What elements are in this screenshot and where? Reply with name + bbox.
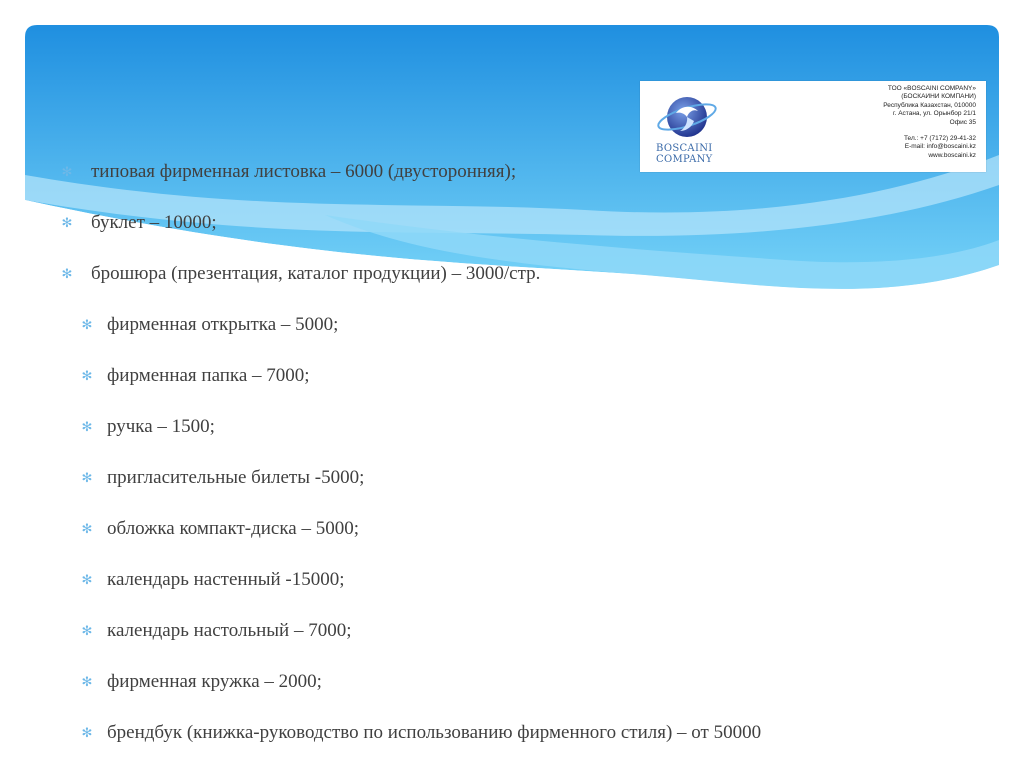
contact-website: www.boscaini.kz bbox=[928, 151, 976, 159]
list-item-text: ручка – 1500; bbox=[107, 416, 215, 437]
list-item-text: календарь настольный – 7000; bbox=[107, 620, 352, 641]
contact-phone: Тел.: +7 (7172) 29-41-32 bbox=[903, 135, 976, 143]
list-item bbox=[80, 566, 345, 594]
list-item-text: фирменная кружка – 2000; bbox=[107, 671, 322, 692]
bullet-icon: ✻ bbox=[81, 674, 93, 689]
list-item-text: брошюра (презентация, каталог продукции) – 3000/стр. bbox=[91, 263, 541, 284]
list-item bbox=[80, 311, 338, 339]
bullet-icon: ✻ bbox=[61, 215, 73, 230]
bullet-icon: ✻ bbox=[81, 419, 93, 434]
brand-line-1: BOSCAINI bbox=[656, 143, 713, 154]
contact-line: (БОСКАИНИ КОМПАНИ) bbox=[901, 93, 976, 101]
list-item-text: обложка компакт-диска – 5000; bbox=[107, 518, 360, 539]
contact-email: E-mail: info@boscaini.kz bbox=[904, 143, 976, 151]
list-item-text: календарь настенный -15000; bbox=[107, 569, 345, 590]
list-item-text: типовая фирменная листовка – 6000 (двусторонняя); bbox=[91, 161, 517, 182]
list-item bbox=[80, 413, 215, 441]
brand-line-2: COMPANY bbox=[656, 154, 713, 165]
bullet-icon: ✻ bbox=[81, 572, 93, 587]
list-item-text: фирменная папка – 7000; bbox=[107, 365, 310, 386]
contact-line: ТОО «BOSCAINI COMPANY» bbox=[887, 85, 976, 92]
list-item-text: брендбук (книжка-руководство по использованию фирменного стиля) – от 50000 bbox=[107, 722, 762, 743]
list-item bbox=[80, 362, 310, 390]
bullet-icon: ✻ bbox=[81, 470, 93, 485]
bullet-icon: ✻ bbox=[81, 623, 93, 638]
bullet-icon: ✻ bbox=[81, 725, 93, 740]
contact-line: Офис 35 bbox=[949, 118, 976, 126]
bullet-icon: ✻ bbox=[81, 368, 93, 383]
contact-line: г. Астана, ул. Орынбор 21/1 bbox=[893, 110, 976, 118]
list-item-text: пригласительные билеты -5000; bbox=[107, 467, 365, 488]
bullet-icon: ✻ bbox=[81, 317, 93, 332]
list-item bbox=[60, 209, 217, 237]
list-item-text: фирменная открытка – 5000; bbox=[107, 314, 339, 335]
list-item bbox=[60, 260, 540, 288]
list-item bbox=[60, 158, 516, 186]
bullet-icon: ✻ bbox=[61, 266, 73, 281]
list-item bbox=[80, 617, 352, 645]
list-item bbox=[80, 515, 359, 543]
list-item bbox=[80, 719, 761, 747]
list-item-text: буклет – 10000; bbox=[91, 212, 217, 233]
bullet-icon: ✻ bbox=[81, 521, 93, 536]
list-item bbox=[80, 464, 364, 492]
list-item bbox=[80, 668, 322, 696]
bullet-icon: ✻ bbox=[61, 164, 73, 179]
contact-line: Республика Казахстан, 010000 bbox=[883, 101, 976, 109]
